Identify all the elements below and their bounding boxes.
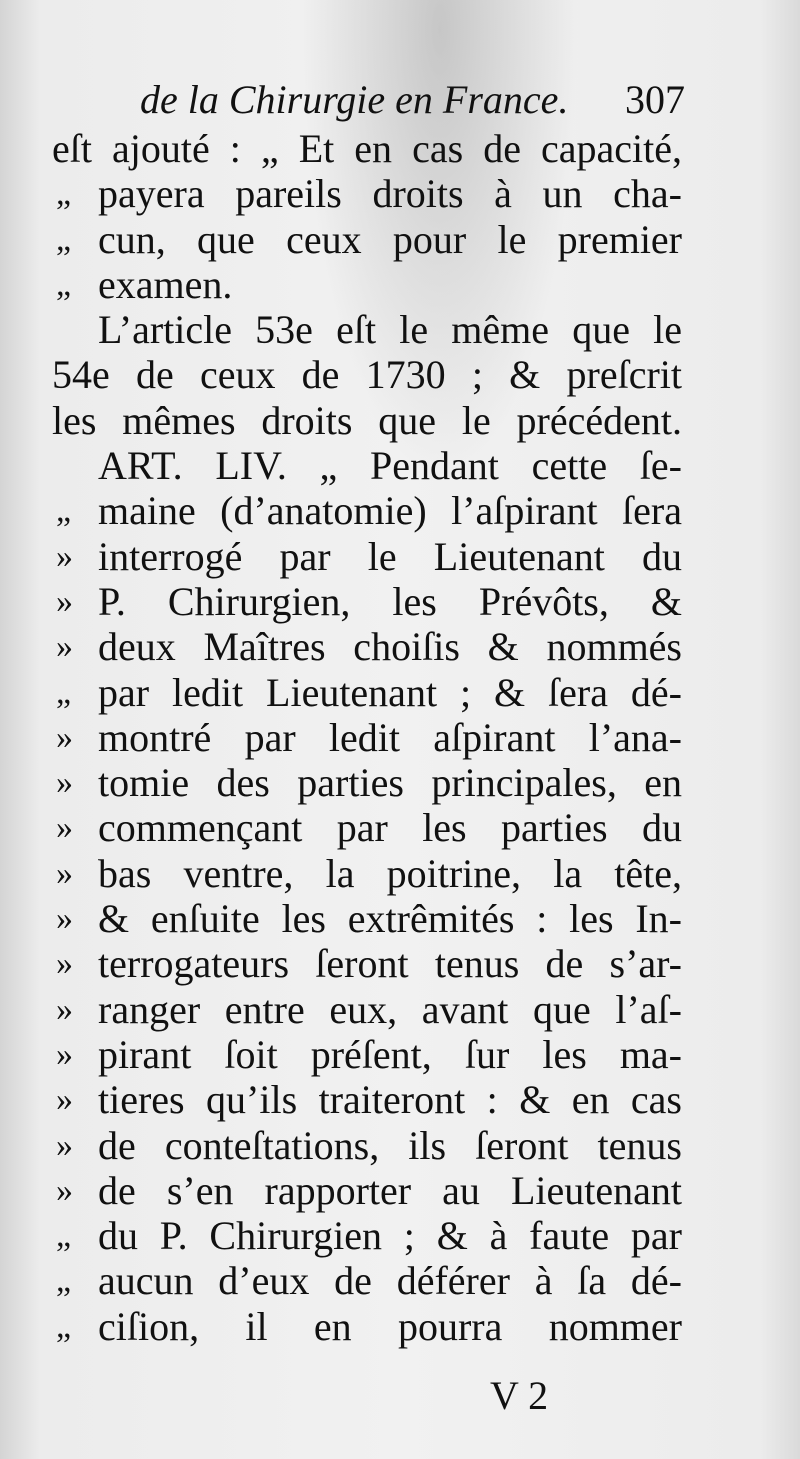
quote-mark: »	[56, 809, 73, 847]
text-line	[0, 715, 800, 760]
text-line	[0, 1077, 800, 1122]
line-text: par ledit Lieutenant ; & ſera dé-	[98, 669, 682, 715]
line-text: de conteſtations, ils ſeront tenus	[98, 1122, 682, 1168]
quote-mark: „	[56, 175, 72, 213]
line-text: P. Chirurgien, les Prévôts, &	[98, 578, 682, 624]
quote-mark: »	[56, 990, 73, 1028]
text-line	[0, 171, 800, 216]
text-line	[0, 352, 800, 397]
quote-mark: »	[56, 582, 73, 620]
line-text: L’article 53e eſt le même que le	[98, 307, 682, 353]
line-text: 54e de ceux de 1730 ; & preſcrit	[52, 352, 682, 398]
line-text: payera pareils droits à un cha-	[98, 171, 682, 217]
quote-mark: „	[56, 265, 72, 303]
line-text: du P. Chirurgien ; & à faute par	[98, 1213, 682, 1259]
quote-mark: „	[56, 492, 72, 530]
line-text: ranger entre eux, avant que l’aſ-	[98, 986, 682, 1032]
text-line	[0, 1304, 800, 1349]
running-title: de la Chirurgie en France.	[140, 77, 569, 122]
line-text: deux Maîtres choiſis & nommés	[98, 624, 682, 670]
line-text: les mêmes droits que le précédent.	[52, 397, 682, 443]
quote-mark: »	[56, 1035, 73, 1073]
quote-mark: »	[56, 1171, 73, 1209]
text-line	[0, 1123, 800, 1168]
text-line	[0, 443, 800, 488]
line-text: terrogateurs ſeront tenus de s’ar-	[98, 941, 682, 987]
quote-mark: »	[56, 900, 73, 938]
line-text: cun, que ceux pour le premier	[98, 216, 682, 262]
line-text: aucun d’eux de déférer à ſa dé-	[98, 1258, 682, 1304]
line-text: tomie des parties principales, en	[98, 760, 682, 806]
text-line	[0, 307, 800, 352]
text-line	[0, 805, 800, 850]
line-text: tieres qu’ils traiteront : & en cas	[98, 1077, 682, 1123]
text-line	[0, 488, 800, 533]
text-line	[0, 579, 800, 624]
quote-mark: »	[56, 854, 73, 892]
text-line	[0, 1032, 800, 1077]
quote-mark: „	[56, 1307, 72, 1345]
line-text: bas ventre, la poitrine, la tête,	[98, 850, 682, 896]
quote-mark: »	[56, 1081, 73, 1119]
page-number: 307	[625, 77, 685, 122]
quote-mark: „	[56, 673, 72, 711]
quote-mark: »	[56, 945, 73, 983]
quote-mark: »	[56, 718, 73, 756]
quote-mark: »	[56, 537, 73, 575]
line-text: montré par ledit aſpirant l’ana-	[98, 714, 682, 760]
quote-mark: »	[56, 628, 73, 666]
quote-mark: „	[56, 1262, 72, 1300]
text-line	[0, 987, 800, 1032]
quote-mark: „	[56, 1217, 72, 1255]
line-text: maine (d’anatomie) l’aſpirant ſera	[98, 488, 682, 534]
text-line	[0, 217, 800, 262]
line-text: examen.	[98, 261, 233, 307]
line-text: commençant par les parties du	[98, 805, 682, 851]
signature-mark: V 2	[490, 1373, 549, 1418]
line-text: ART. LIV. „ Pendant cette ſe-	[98, 443, 682, 489]
text-line	[0, 941, 800, 986]
text-line	[0, 1258, 800, 1303]
line-text: interrogé par le Lieutenant du	[98, 533, 682, 579]
quote-mark: »	[56, 764, 73, 802]
text-line	[0, 760, 800, 805]
text-line	[0, 534, 800, 579]
line-text: eſt ajouté : „ Et en cas de capacité,	[52, 126, 682, 171]
line-text: pirant ſoit préſent, ſur les ma-	[98, 1031, 682, 1077]
line-text: ciſion, il en pourra nommer	[98, 1303, 682, 1349]
text-line	[0, 624, 800, 669]
page-header	[140, 76, 685, 126]
text-line	[0, 1168, 800, 1213]
text-line	[0, 1213, 800, 1258]
line-text: & enſuite les extrêmités : les In-	[98, 896, 682, 942]
text-line	[0, 398, 800, 443]
quote-mark: »	[56, 1126, 73, 1164]
text-line	[0, 262, 800, 307]
text-line	[0, 851, 800, 896]
text-line	[0, 896, 800, 941]
text-line	[0, 670, 800, 715]
quote-mark: „	[56, 220, 72, 258]
text-line	[0, 126, 800, 171]
body-text	[0, 126, 800, 1349]
line-text: de s’en rapporter au Lieutenant	[98, 1167, 682, 1213]
